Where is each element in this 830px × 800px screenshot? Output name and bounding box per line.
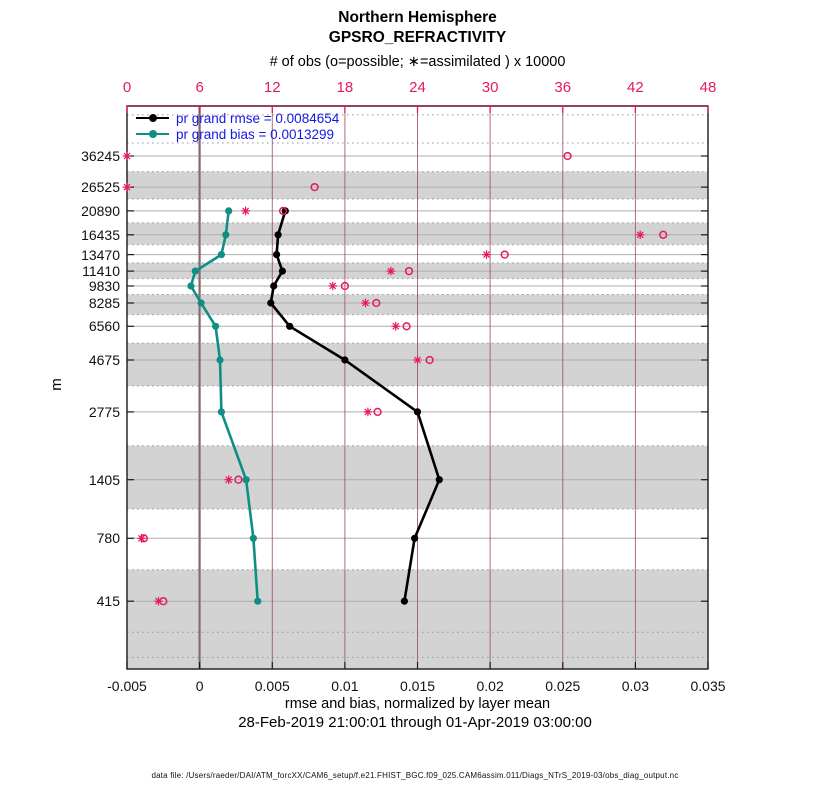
top-tick-label: 24 (409, 79, 426, 96)
left-tick-label: 36245 (81, 148, 120, 165)
legend-marker-dot (149, 130, 157, 138)
left-tick-label: 1405 (88, 471, 120, 488)
left-tick-label: 780 (96, 530, 120, 547)
data-file-footer: data file: /Users/raeder/DAI/ATM_forcXX/CAM6_setup/f.e21.FHIST_BGC.f09_025.CAM6assim.011/Diags_NTrS_2019-03/obs_diag_output.nc (151, 771, 679, 780)
left-tick-label: 13470 (81, 246, 120, 263)
legend-marker-dot (149, 114, 157, 122)
top-tick-label: 30 (481, 79, 499, 96)
bottom-tick-label: 0.02 (476, 678, 504, 694)
legend-line-sample (136, 133, 169, 136)
top-axis-label: # of obs (o=possible; ∗=assimilated ) x 10000 (269, 54, 566, 70)
legend-item-label: pr grand bias = 0.0013299 (176, 126, 334, 142)
top-tick-label: 48 (699, 79, 717, 96)
left-tick-label: 26525 (81, 179, 120, 196)
top-tick-label: 6 (195, 79, 204, 96)
legend-item-label: pr grand rmse = 0.0084654 (176, 110, 340, 126)
left-tick-label: 16435 (81, 226, 120, 243)
bottom-tick-label: -0.005 (107, 678, 147, 694)
bottom-tick-label: 0 (195, 678, 204, 694)
date-range-subtitle: 28-Feb-2019 21:00:01 through 01-Apr-2019 03:00:00 (238, 714, 592, 731)
left-tick-label: 9830 (88, 277, 120, 294)
bottom-tick-label: 0.01 (331, 678, 359, 694)
legend-item-bias (136, 126, 339, 142)
legend (136, 110, 339, 142)
x-axis-label: rmse and bias, normalized by layer mean (284, 696, 551, 712)
legend-item-rmse (136, 110, 339, 126)
left-tick-label: 20890 (81, 202, 120, 219)
page-title: Northern Hemisphere (338, 9, 497, 26)
top-tick-label: 42 (627, 79, 644, 96)
left-tick-label: 11410 (82, 263, 120, 280)
bottom-tick-label: 0.005 (254, 678, 290, 694)
bottom-tick-label: 0.025 (545, 678, 581, 694)
top-tick-label: 18 (336, 79, 354, 96)
bottom-tick-label: 0.03 (621, 678, 649, 694)
top-tick-label: 36 (554, 79, 572, 96)
bottom-tick-label: 0.015 (399, 678, 436, 694)
top-tick-label: 0 (122, 79, 132, 96)
left-tick-label: 4675 (88, 351, 120, 368)
left-tick-label: 6560 (88, 318, 120, 335)
bottom-tick-label: 0.035 (690, 678, 726, 694)
y-axis-label: m (47, 378, 65, 391)
top-tick-label: 12 (263, 79, 281, 96)
page-subtitle: GPSRO_REFRACTIVITY (328, 29, 507, 46)
left-tick-label: 8285 (88, 295, 120, 311)
left-tick-label: 2775 (88, 403, 120, 420)
left-tick-label: 415 (96, 593, 120, 610)
legend-line-sample (136, 117, 169, 120)
